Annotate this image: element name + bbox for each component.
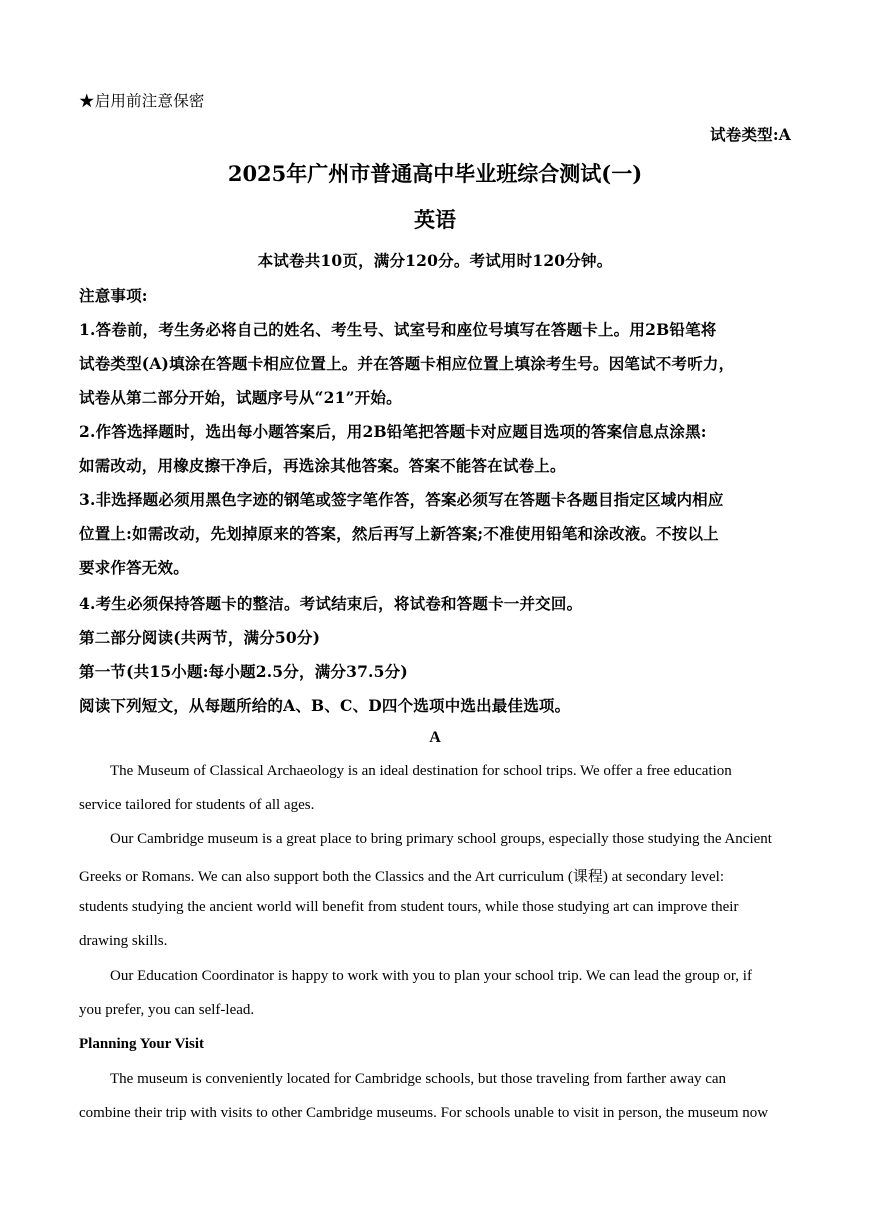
passage-label: A [429,729,441,746]
note-item-1-line-3: 试卷从第二部分开始，试题序号从“21”开始。 [79,388,402,407]
passage-p2-line-2: Greeks or Romans. We can also support both the Classics and the Art curriculum (课程) at secondary level: [79,869,725,885]
part-two-heading: 第二部分阅读(共两节，满分50分) [79,628,321,647]
passage-p1-line-1: The Museum of Classical Archaeology is an ideal destination for school trips. We offer a free education [110,763,732,779]
note-item-2-line-1: 2.作答选择题时，选出每小题答案后，用2B铅笔把答题卡对应题目选项的答案信息点涂黑: [79,422,707,441]
note-item-3-line-1: 3.非选择题必须用黑色字迹的钢笔或签字笔作答，答案必须写在答题卡各题目指定区域内相应 [79,490,724,509]
note-item-3-line-3: 要求作答无效。 [79,558,189,577]
planning-visit-subheading: Planning Your Visit [79,1036,205,1052]
note-item-4-line-1: 4.考生必须保持答题卡的整洁。考试结束后，将试卷和答题卡一并交回。 [79,594,583,613]
passage-p3-line-2: you prefer, you can self-lead. [79,1002,255,1018]
passage-p2-line-3: students studying the ancient world will benefit from student tours, while those studying art can improve their [79,899,739,915]
note-item-3-line-2: 位置上:如需改动，先划掉原来的答案，然后再写上新答案;不准使用铅笔和涂改液。不按以上 [79,524,719,543]
section-instruction: 阅读下列短文，从每题所给的A、B、C、D四个选项中选出最佳选项。 [79,696,571,715]
exam-info: 本试卷共10页，满分120分。考试用时120分钟。 [257,251,613,270]
passage-p2-line-1: Our Cambridge museum is a great place to bring primary school groups, especially those studying the Ancient [110,831,772,847]
passage-p2-line-4: drawing skills. [79,933,168,949]
note-item-2-line-2: 如需改动，用橡皮擦干净后，再选涂其他答案。答案不能答在试卷上。 [79,456,566,475]
passage-p4-line-2: combine their trip with visits to other Cambridge museums. For schools unable to visit in person, the museum now [79,1105,769,1121]
paper-type: 试卷类型:A [710,125,791,144]
passage-p3-line-1: Our Education Coordinator is happy to work with you to plan your school trip. We can lead the group or, if [110,968,752,984]
section-one-heading: 第一节(共15小题:每小题2.5分，满分37.5分) [79,662,408,681]
note-item-1-line-2: 试卷类型(A)填涂在答题卡相应位置上。并在答题卡相应位置上填涂考生号。因笔试不考听力， [79,354,735,373]
passage-p4-line-1: The museum is conveniently located for Cambridge schools, but those traveling from farther away can [110,1071,727,1087]
note-item-1-line-1: 1.答卷前，考生务必将自己的姓名、考生号、试室号和座位号填写在答题卡上。用2B铅笔将 [79,320,717,339]
subject-title: 英语 [414,207,456,232]
passage-p1-line-2: service tailored for students of all ages. [79,797,315,813]
confidential-notice: ★启用前注意保密 [79,92,205,110]
exam-title: 2025年广州市普通高中毕业班综合测试(一) [227,161,643,186]
notes-heading: 注意事项: [79,286,148,305]
